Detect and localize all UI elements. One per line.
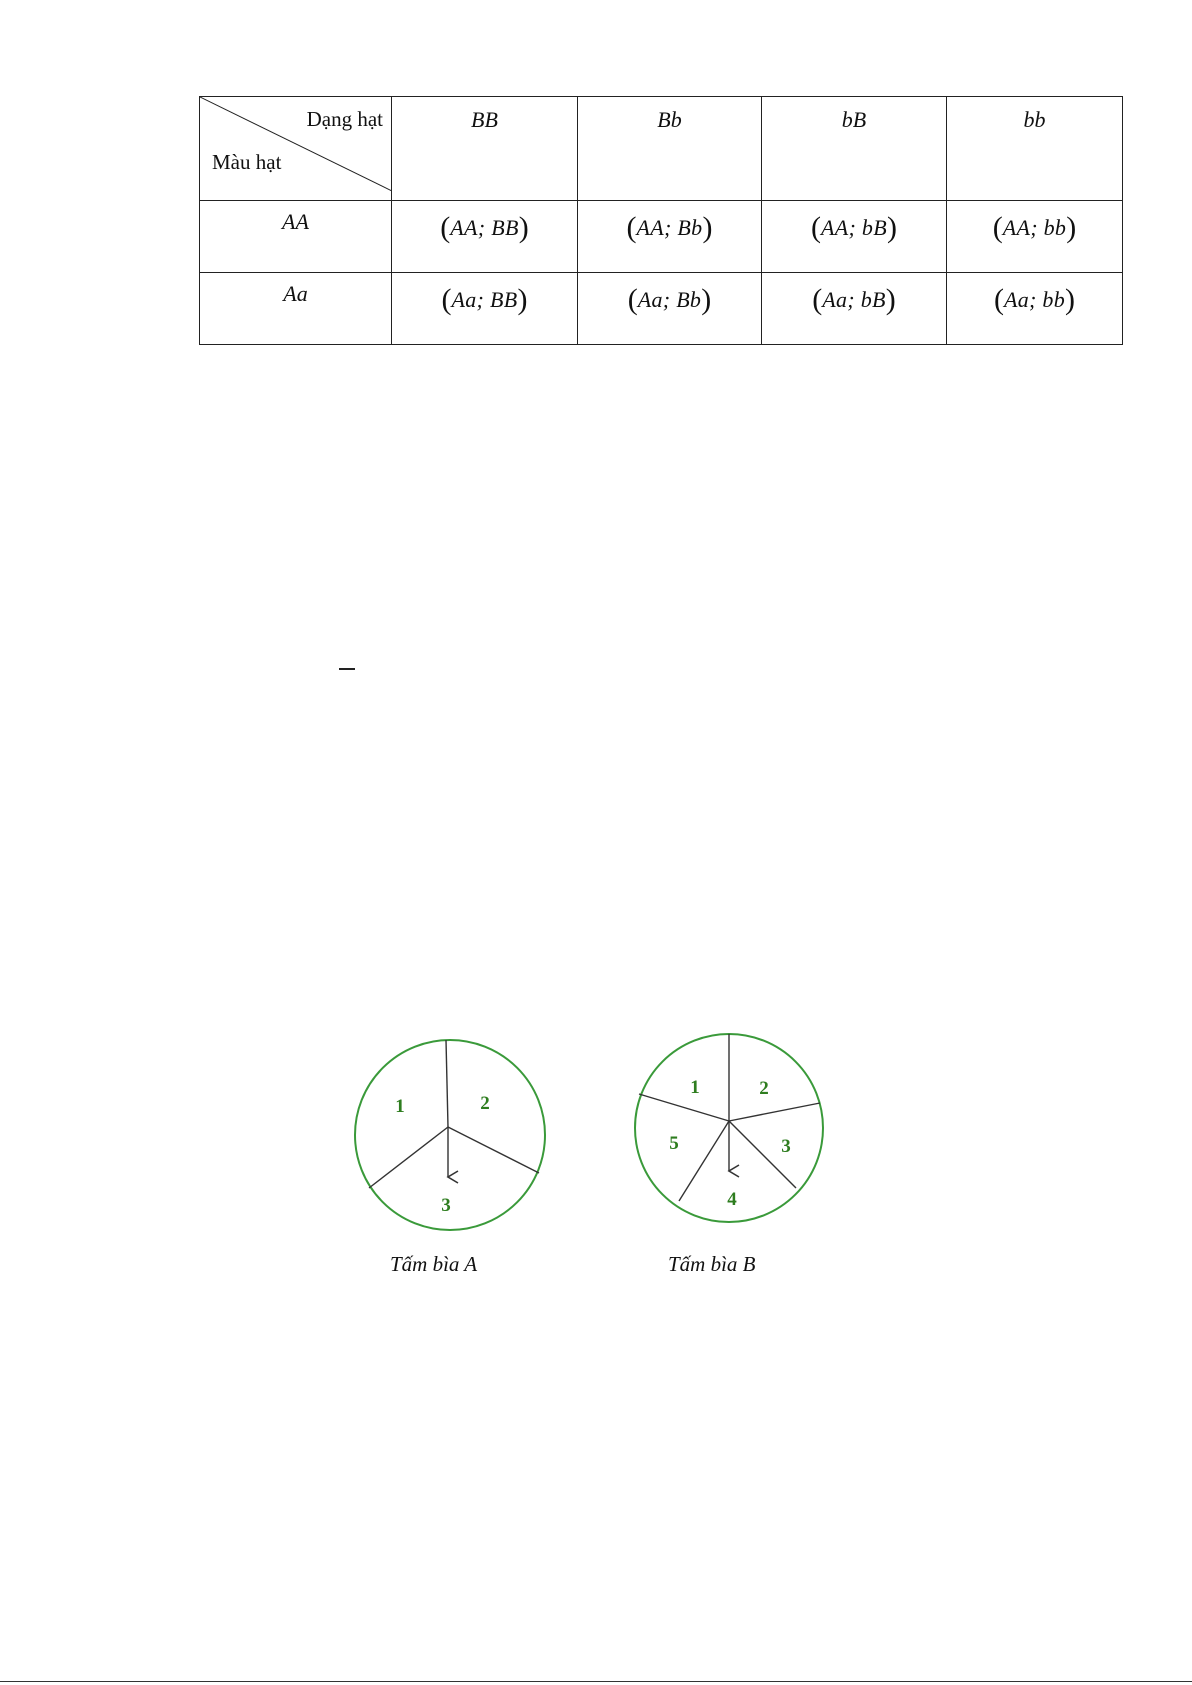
spinner-b-sector-label: 3 [781, 1136, 791, 1157]
table-row [200, 273, 1123, 345]
spinner-a-divider [448, 1127, 539, 1173]
spinner-b-sector-label: 5 [669, 1133, 679, 1154]
table-cell: (AA; bb) [947, 201, 1123, 273]
table-cell: (Aa; BB) [392, 273, 578, 345]
row-label: Aa [200, 273, 392, 345]
table-header-row [200, 97, 1123, 201]
column-header-title: Dạng hạt [306, 107, 383, 131]
column-header: bb [947, 97, 1123, 201]
fraction-bar-mark [339, 668, 355, 670]
spinner-figure [340, 1025, 860, 1285]
table-cell: (Aa; Bb) [578, 273, 762, 345]
table-cell: (AA; bB) [762, 201, 947, 273]
spinner-b-sector-label: 1 [690, 1077, 700, 1098]
footer-rule [0, 1681, 1192, 1682]
spinner-b-caption: Tấm bìa B [668, 1252, 756, 1276]
spinner-b-sector-label: 4 [727, 1189, 737, 1210]
row-label: AA [200, 201, 392, 273]
table-cell: (AA; BB) [392, 201, 578, 273]
spinner-a-sector-label: 1 [395, 1096, 405, 1117]
spinner-a-divider [369, 1127, 448, 1188]
column-header: Bb [578, 97, 762, 201]
column-header: BB [392, 97, 578, 201]
table-cell: (AA; Bb) [578, 201, 762, 273]
row-header-title: Màu hạt [212, 150, 282, 174]
table-cell: (Aa; bB) [762, 273, 947, 345]
genotype-table [199, 96, 1123, 345]
spinner-b-sector-label: 2 [759, 1078, 769, 1099]
spinner-b [635, 1034, 823, 1222]
table-corner-cell [200, 97, 392, 201]
spinner-a [355, 1040, 545, 1230]
spinner-a-caption: Tấm bìa A [390, 1252, 478, 1276]
spinner-a-sector-label: 3 [441, 1195, 451, 1216]
spinner-b-divider [679, 1121, 729, 1201]
spinner-a-sector-label: 2 [480, 1093, 490, 1114]
table-row [200, 201, 1123, 273]
spinner-b-divider [729, 1103, 820, 1121]
table-cell: (Aa; bb) [947, 273, 1123, 345]
spinner-a-divider [446, 1040, 448, 1127]
spinner-b-divider [639, 1094, 729, 1121]
column-header: bB [762, 97, 947, 201]
